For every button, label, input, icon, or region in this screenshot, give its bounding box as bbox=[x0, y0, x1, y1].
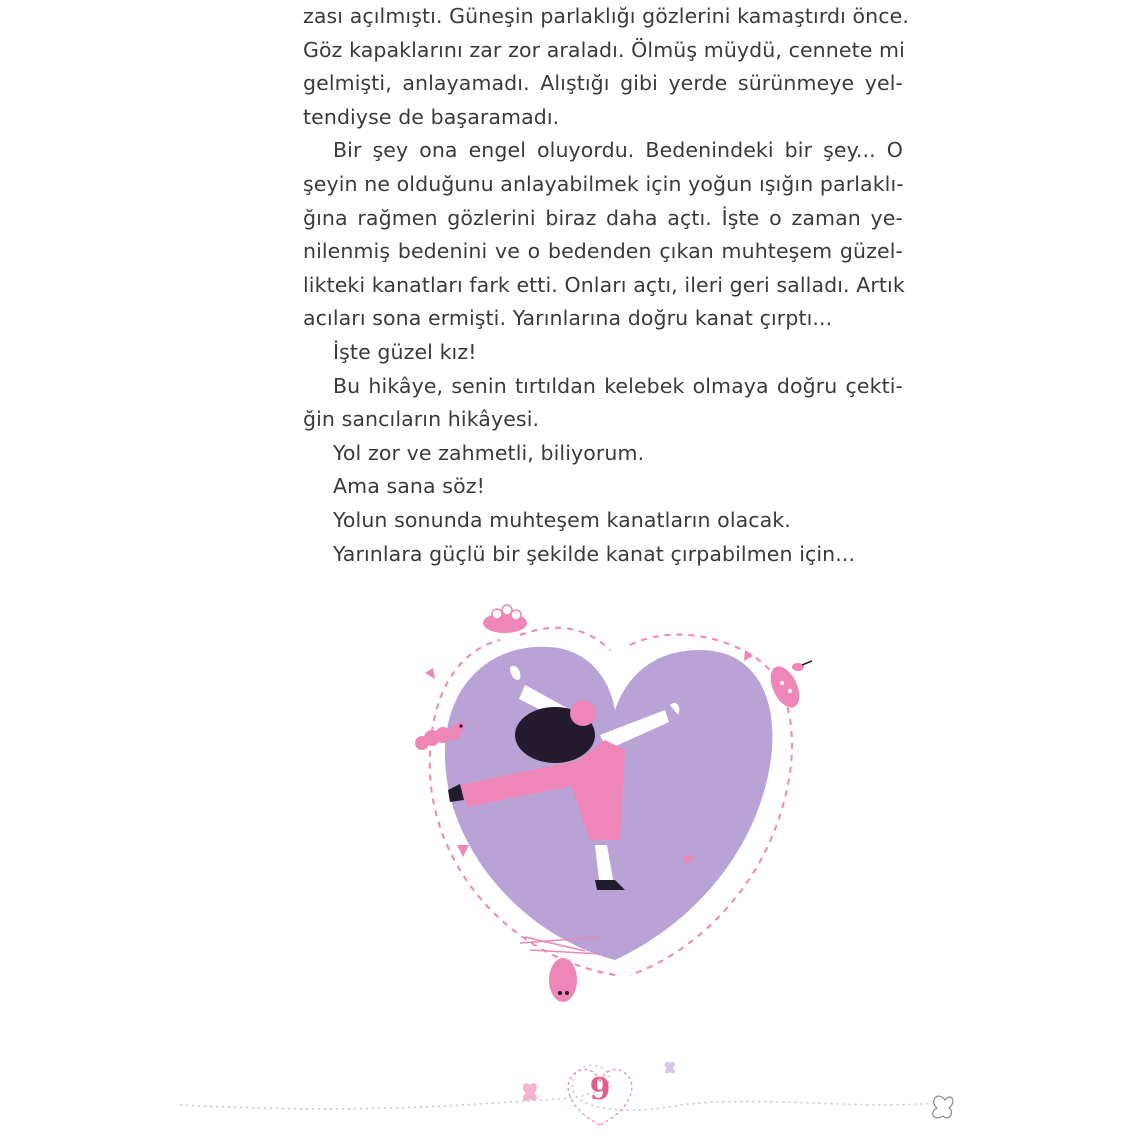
story-line: Yarınlara güçlü bir şekilde kanat çırpabilmen için... bbox=[333, 541, 856, 566]
story-line: Bir şey ona engel oluyordu. Bedenindeki bir şey... O bbox=[333, 138, 903, 163]
story-line: Bu hikâye, senin tırtıldan kelebek olmaya doğru çekti- bbox=[333, 373, 903, 398]
story-line: tendiyse de başaramadı. bbox=[303, 104, 560, 129]
story-line: Yol zor ve zahmetli, biliyorum. bbox=[333, 440, 645, 465]
story-line: acıları sona ermişti. Yarınlarına doğru kanat çırptı... bbox=[303, 306, 833, 331]
butterfly-icon bbox=[523, 1083, 537, 1101]
story-line: Ama sana söz! bbox=[333, 474, 485, 499]
story-line: Yolun sonunda muhteşem kanatların olacak. bbox=[333, 507, 791, 532]
arrow-icon bbox=[744, 650, 753, 661]
butterfly-icon bbox=[665, 1062, 675, 1074]
story-line: şeyin ne olduğunu anlayabilmek için yoğun ışığın parlaklı- bbox=[303, 171, 904, 196]
butterfly-outline-icon bbox=[933, 1096, 953, 1118]
eggs-on-leaf-icon bbox=[483, 605, 527, 633]
story-line: nilenmiş bedenini ve o bedenden çıkan muhteşem güzel- bbox=[303, 239, 903, 264]
page-number: 9 bbox=[589, 1072, 611, 1107]
heart-girl-illustration bbox=[400, 595, 830, 1025]
dotted-trail bbox=[180, 1065, 935, 1110]
story-line: zası açılmıştı. Güneşin parlaklığı gözlerini kamaştırdı önce. bbox=[303, 4, 909, 28]
arrow-icon bbox=[457, 845, 469, 857]
story-line: Göz kapaklarını zar zor araladı. Ölmüş müydü, cennete mi bbox=[303, 37, 905, 62]
story-line: İşte güzel kız! bbox=[333, 339, 477, 364]
story-text bbox=[303, 0, 909, 571]
arrow-icon bbox=[425, 668, 435, 679]
story-line: likteki kanatları fark etti. Onları açtı, ileri geri salladı. Artık bbox=[303, 272, 905, 297]
story-line: gelmişti, anlayamadı. Alıştığı gibi yerde sürünmeye yel- bbox=[303, 71, 903, 96]
story-line: ğına rağmen gözlerini biraz daha açtı. İşte o zaman ye- bbox=[303, 205, 903, 230]
butterfly-icon bbox=[765, 661, 812, 712]
story-line: ğin sancıların hikâyesi. bbox=[303, 407, 540, 432]
